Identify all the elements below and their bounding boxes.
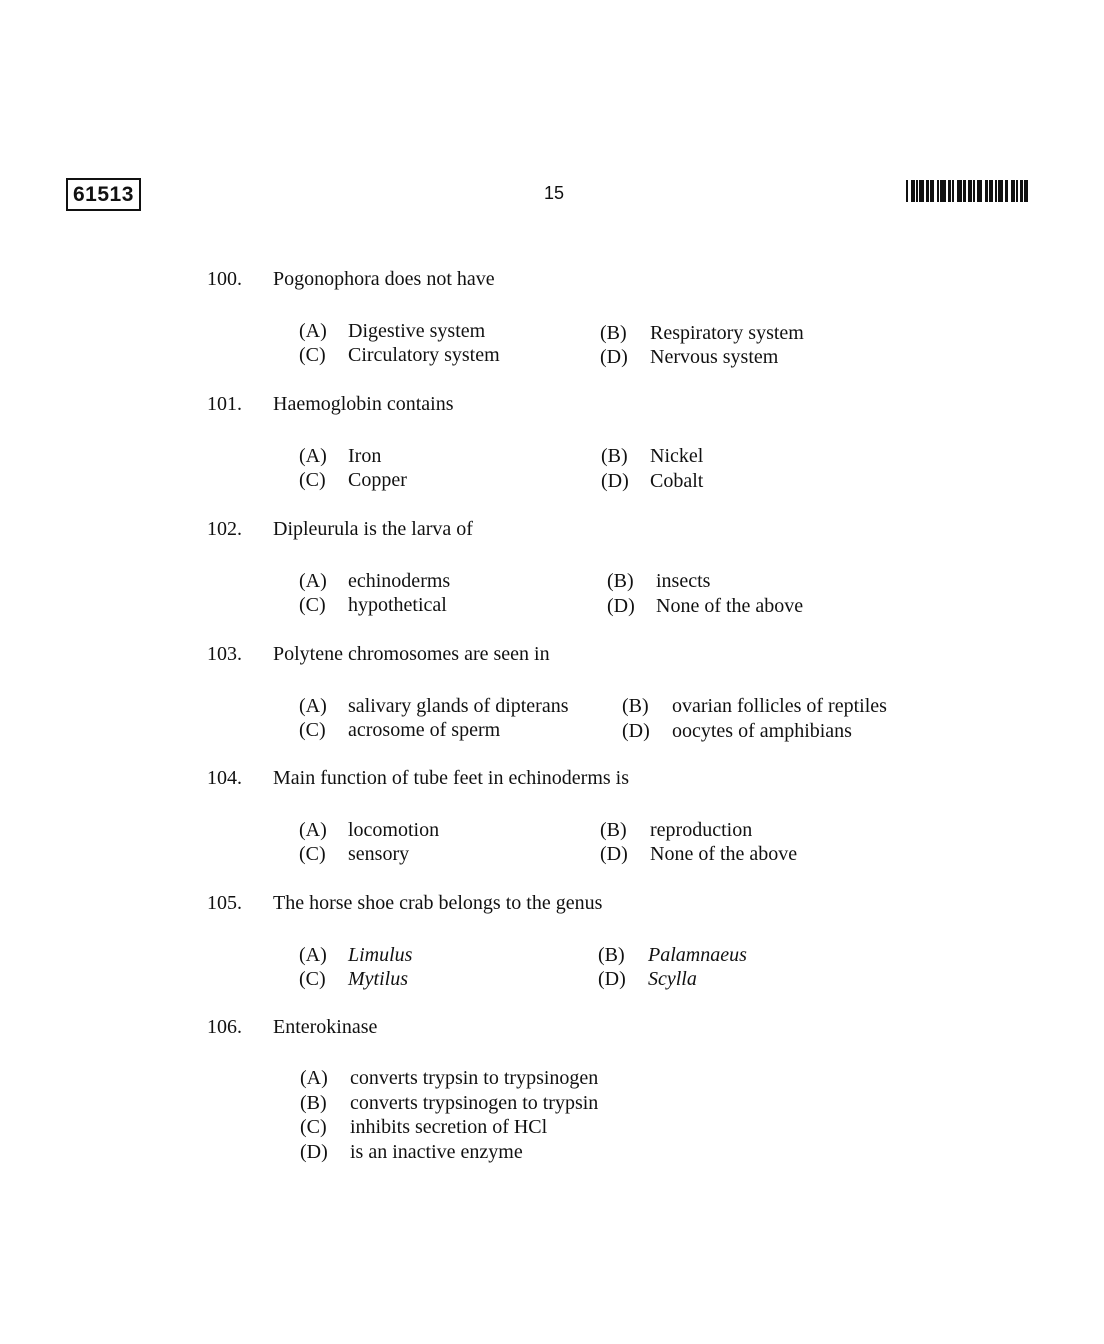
option-b: (B) insects <box>607 570 711 592</box>
option-b: (B) Palamnaeus <box>598 944 747 966</box>
question-text: Pogonophora does not have <box>273 268 495 290</box>
question-number: 106. <box>207 1016 242 1038</box>
option-a: (A) Digestive system <box>299 320 486 342</box>
paper-code: 61513 <box>66 178 141 211</box>
question-text: Main function of tube feet in echinoderms is <box>273 767 630 789</box>
question-number: 103. <box>207 643 242 665</box>
option-b: (B) ovarian follicles of reptiles <box>622 695 887 717</box>
question-text: Dipleurula is the larva of <box>273 518 473 540</box>
question-number: 101. <box>207 393 242 415</box>
question-number: 100. <box>207 268 242 290</box>
option-d: (D) Nervous system <box>600 346 779 368</box>
option-a: (A) Iron <box>299 445 382 467</box>
question-number: 104. <box>207 767 242 789</box>
option-d: (D) None of the above <box>600 843 798 865</box>
question-text: The horse shoe crab belongs to the genus <box>273 892 603 914</box>
option-a: (A) converts trypsin to trypsinogen <box>300 1067 599 1089</box>
option-a: (A) salivary glands of dipterans <box>299 695 569 717</box>
page-number: 15 <box>544 183 565 203</box>
question-text: Haemoglobin contains <box>273 393 454 415</box>
option-d: (D) oocytes of amphibians <box>622 720 852 742</box>
option-b: (B) Nickel <box>601 445 704 467</box>
question-number: 105. <box>207 892 242 914</box>
option-a: (A) echinoderms <box>299 570 451 592</box>
option-b: (B) reproduction <box>600 819 753 841</box>
option-b: (B) Respiratory system <box>600 322 804 344</box>
option-c: (C) sensory <box>299 843 410 865</box>
option-d: (D) is an inactive enzyme <box>300 1141 523 1163</box>
option-b: (B) converts trypsinogen to trypsin <box>300 1092 599 1114</box>
question-number: 102. <box>207 518 242 540</box>
question-text: Polytene chromosomes are seen in <box>273 643 550 665</box>
option-c: (C) acrosome of sperm <box>299 719 501 741</box>
option-d: (D) None of the above <box>607 595 804 617</box>
option-d: (D) Cobalt <box>601 470 704 492</box>
option-c: (C) Circulatory system <box>299 344 500 366</box>
barcode <box>906 180 1036 202</box>
option-c: (C) Mytilus <box>299 968 408 990</box>
option-c: (C) hypothetical <box>299 594 447 616</box>
option-a: (A) locomotion <box>299 819 440 841</box>
option-a: (A) Limulus <box>299 944 413 966</box>
question-text: Enterokinase <box>273 1016 378 1038</box>
option-c: (C) Copper <box>299 469 407 491</box>
option-d: (D) Scylla <box>598 968 697 990</box>
option-c: (C) inhibits secretion of HCl <box>300 1116 548 1138</box>
